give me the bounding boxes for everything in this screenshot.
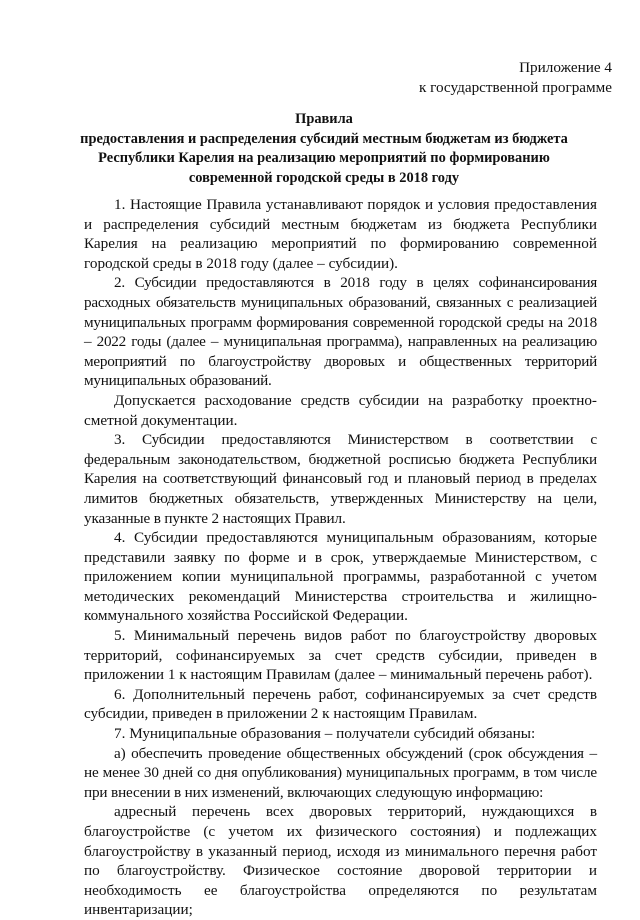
title-line-1: Правила: [295, 111, 353, 127]
paragraph-7: 7. Муниципальные образования – получатели субсидий обязаны:: [114, 725, 536, 743]
paragraph-2-note: Допускается расходование средств субсидии на разработку проектно-сметной документации.: [84, 391, 597, 429]
paragraph-1: 1. Настоящие Правила устанавливают порядок и условия предоставления и распределения субсидий местным бюджетам из бюджета Республики Карелия на реализацию мероприятий по формированию современной городской среды в 2018 году (далее – субсидии).: [84, 196, 597, 272]
paragraph-3: 3. Субсидии предоставляются Министерством в соответствии с федеральным законодательством, бюджетной росписью бюджета Республики Карелия на соответствующий финансовый год и плановый период в пределах лимитов бюджетных обязательств, утвержденных Министерству на цели, указанные в пункте 2 настоящих Правил.: [84, 431, 597, 527]
appendix-number: Приложение 4: [519, 59, 612, 76]
document-body: [84, 195, 597, 920]
title-line-3: Республики Карелия на реализацию мероприятий по формированию: [98, 150, 550, 166]
appendix-header: [419, 58, 612, 97]
paragraph-6: 6. Дополнительный перечень работ, софинансируемых за счет средств субсидии, приведен в приложении 2 к настоящим Правилам.: [84, 685, 597, 723]
paragraph-5: 5. Минимальный перечень видов работ по благоустройству дворовых территорий, софинансируемых за счет средств субсидии, приведен в приложении 1 к настоящим Правилам (далее – минимальный перечень работ).: [84, 627, 597, 684]
paragraph-7a-list-item: адресный перечень всех дворовых территорий, нуждающихся в благоустройстве (с учетом их физического состояния) и подлежащих благоустройству в указанный период, исходя из минимального перечня работ по благоустройству. Физическое состояние дворовой территории и необходимость ее благоустройства определяются по результатам инвентаризации;: [84, 803, 597, 919]
paragraph-7a: а) обеспечить проведение общественных обсуждений (срок обсуждения – не менее 30 дней со дня опубликования) муниципальных программ, в том числе при внесении в них изменений, включающих следующую информацию:: [84, 744, 597, 801]
paragraph-4: 4. Субсидии предоставляются муниципальным образованиям, которые представили заявку по форме и в срок, утверждаемые Министерством, с приложением копии муниципальной программы, разработанной с учетом методических рекомендаций Министерства строительства и жилищно-коммунального хозяйства Российской Федерации.: [84, 529, 597, 625]
title-line-4: современной городской среды в 2018 году: [188, 169, 460, 186]
title-line-2: предоставления и распределения субсидий местным бюджетам из бюджета: [80, 130, 568, 147]
appendix-reference: к государственной программе: [418, 78, 612, 96]
document-title: [66, 110, 582, 188]
paragraph-2: 2. Субсидии предоставляются в 2018 году в целях софинансирования расходных обязательств муниципальных образований, связанных с реализацией муниципальных программ формирования современной городской среды на 2018 – 2022 годы (далее – муниципальная программа), направленных на реализацию мероприятий по благоустройству дворовых и общественных территорий муниципальных образований.: [84, 274, 597, 390]
